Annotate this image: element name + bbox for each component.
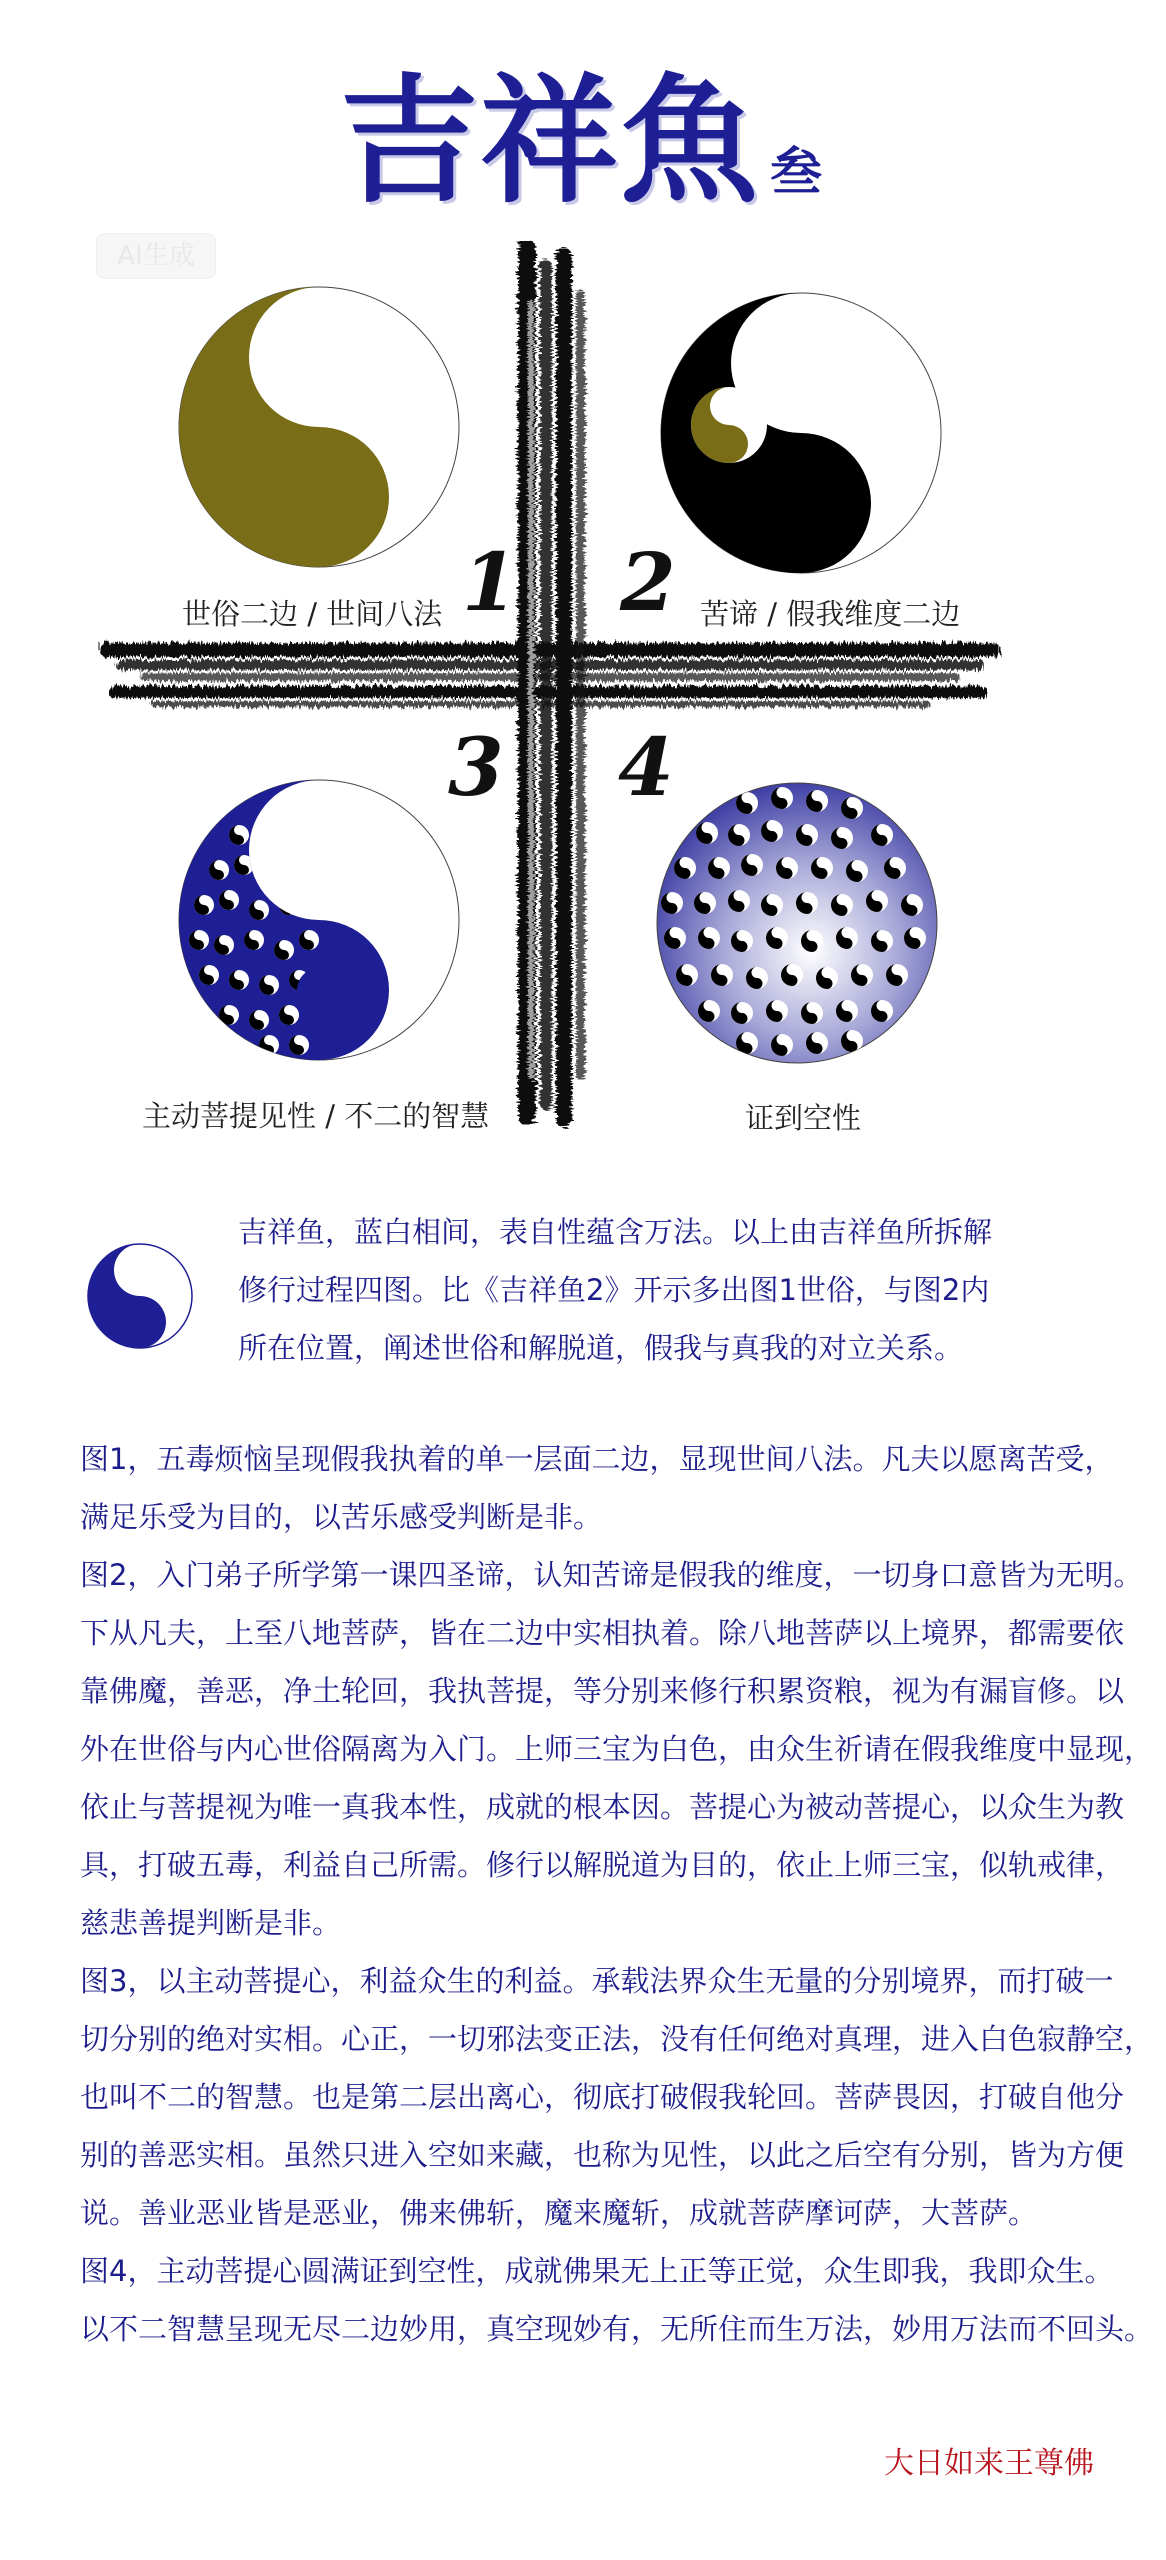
page-title-part: 叁: [770, 143, 823, 203]
body-line: 依止与菩提视为唯一真我本性，成就的根本因。菩提心为被动菩提心，以众生为教: [80, 1790, 1125, 1824]
body-line: 别的善恶实相。虽然只进入空如来藏，也称为见性，以此之后空有分别，皆为方便: [80, 2138, 1125, 2172]
title-block: [0, 62, 1166, 222]
body-line: 图1，五毒烦恼呈现假我执着的单一层面二边，显现世间八法。凡夫以愿离苦受，: [80, 1442, 1114, 1476]
yin-yang-icon: [656, 288, 946, 578]
ai-generated-badge: AI生成: [96, 233, 216, 279]
body-line: 满足乐受为目的，以苦乐感受判断是非。: [80, 1500, 603, 1534]
body-line: 慈悲善提判断是非。: [80, 1906, 342, 1940]
body-line: 图2，入门弟子所学第一课四圣谛，认知苦谛是假我的维度，一切身口意皆为无明。: [80, 1558, 1143, 1592]
yin-yang-icon: [652, 778, 942, 1068]
signature: 大日如来王尊佛: [884, 2446, 1094, 2481]
quadrant-number-1: 1: [462, 535, 518, 629]
body-line: 也叫不二的智慧。也是第二层出离心，彻底打破假我轮回。菩萨畏因，打破自他分: [80, 2080, 1125, 2114]
quadrant-label-2: 苦谛 / 假我维度二边: [700, 597, 961, 631]
intro-line: 吉祥鱼，蓝白相间，表自性蕴含万法。以上由吉祥鱼所拆解: [238, 1215, 993, 1249]
yin-yang-icon: [86, 1242, 194, 1350]
quadrant-number-4: 4: [618, 720, 674, 814]
body-line: 具，打破五毒，利益自己所需。修行以解脱道为目的，依止上师三宝，似轨戒律，: [80, 1848, 1125, 1882]
intro-line: 所在位置，阐述世俗和解脱道，假我与真我的对立关系。: [238, 1331, 964, 1365]
yin-yang-icon: [174, 282, 464, 572]
quadrant-label-3: 主动菩提见性 / 不二的智慧: [142, 1099, 490, 1133]
body-line: 靠佛魔，善恶，净土轮回，我执菩提，等分别来修行积累资粮，视为有漏盲修。以: [80, 1674, 1125, 1708]
body-line: 说。善业恶业皆是恶业，佛来佛斩，魔来魔斩，成就菩萨摩诃萨，大菩萨。: [80, 2196, 1038, 2230]
body-line: 图3，以主动菩提心，利益众生的利益。承载法界众生无量的分别境界，而打破一: [80, 1964, 1114, 1998]
quadrant-label-4: 证到空性: [745, 1101, 862, 1135]
quadrant-number-3: 3: [448, 720, 504, 814]
body-line: 图4，主动菩提心圆满证到空性，成就佛果无上正等正觉，众生即我，我即众生。: [80, 2254, 1114, 2288]
body-line: 切分别的绝对实相。心正，一切邪法变正法，没有任何绝对真理，进入白色寂静空，: [80, 2022, 1154, 2056]
quadrant-number-2: 2: [620, 535, 676, 629]
quadrant-label-1: 世俗二边 / 世间八法: [182, 597, 443, 631]
page-title: 吉祥魚: [339, 61, 760, 222]
body-line: 下从凡夫，上至八地菩萨，皆在二边中实相执着。除八地菩萨以上境界，都需要依: [80, 1616, 1125, 1650]
intro-line: 修行过程四图。比《吉祥鱼2》开示多出图1世俗，与图2内: [238, 1273, 990, 1307]
body-line: 以不二智慧呈现无尽二边妙用，真空现妙有，无所住而生万法，妙用万法而不回头。: [80, 2312, 1154, 2346]
body-line: 外在世俗与内心世俗隔离为入门。上师三宝为白色，由众生祈请在假我维度中显现，: [80, 1732, 1154, 1766]
yin-yang-icon: [174, 775, 464, 1065]
